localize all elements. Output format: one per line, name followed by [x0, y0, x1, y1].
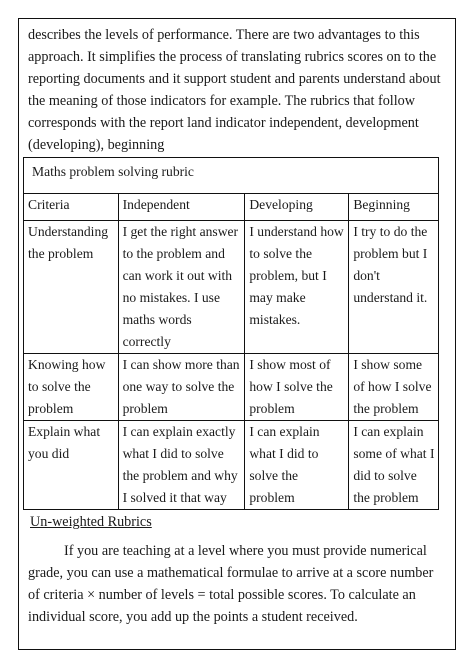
body-paragraph: If you are teaching at a level where you must provide numerical grade, you can use a mathematical formulae to arrive at a score number of criteria × number of levels = total possible scores. To calculate an individual score, you add up the points a student received. — [28, 543, 434, 625]
cell-developing: I can explain what I did to solve the problem — [245, 421, 349, 510]
table-row — [24, 221, 439, 354]
cell-criteria: Explain what you did — [24, 421, 119, 510]
cell-independent: I can show more than one way to solve the problem — [118, 354, 245, 421]
rubric-table — [23, 157, 439, 510]
rubric-caption: Maths problem solving rubric — [24, 158, 439, 194]
cell-developing: I understand how to solve the problem, but I may make mistakes. — [245, 221, 349, 354]
cell-beginning: I show some of how I solve the problem — [349, 354, 439, 421]
table-header-row — [24, 194, 439, 221]
cell-developing: I show most of how I solve the problem — [245, 354, 349, 421]
cell-beginning: I try to do the problem but I don't understand it. — [349, 221, 439, 354]
cell-criteria: Understanding the problem — [24, 221, 119, 354]
header-developing: Developing — [245, 194, 349, 221]
intro-paragraph: describes the levels of performance. There are two advantages to this approach. It simplifies the process of translating rubrics scores on to the reporting documents and it support student and parents understand about the meaning of those indicators for example. The rubrics that follow corresponds with the report land indicator independent, development (developing), beginning — [28, 27, 441, 154]
header-independent: Independent — [118, 194, 245, 221]
cell-beginning: I can explain some of what I did to solve the problem — [349, 421, 439, 510]
cell-independent: I get the right answer to the problem and can work it out with no mistakes. I use maths words correctly — [118, 221, 245, 354]
table-row — [24, 421, 439, 510]
section-heading: Un-weighted Rubrics — [30, 514, 152, 530]
header-criteria: Criteria — [24, 194, 119, 221]
header-beginning: Beginning — [349, 194, 439, 221]
cell-criteria: Knowing how to solve the problem — [24, 354, 119, 421]
table-row — [24, 354, 439, 421]
cell-independent: I can explain exactly what I did to solve the problem and why I solved it that way — [118, 421, 245, 510]
